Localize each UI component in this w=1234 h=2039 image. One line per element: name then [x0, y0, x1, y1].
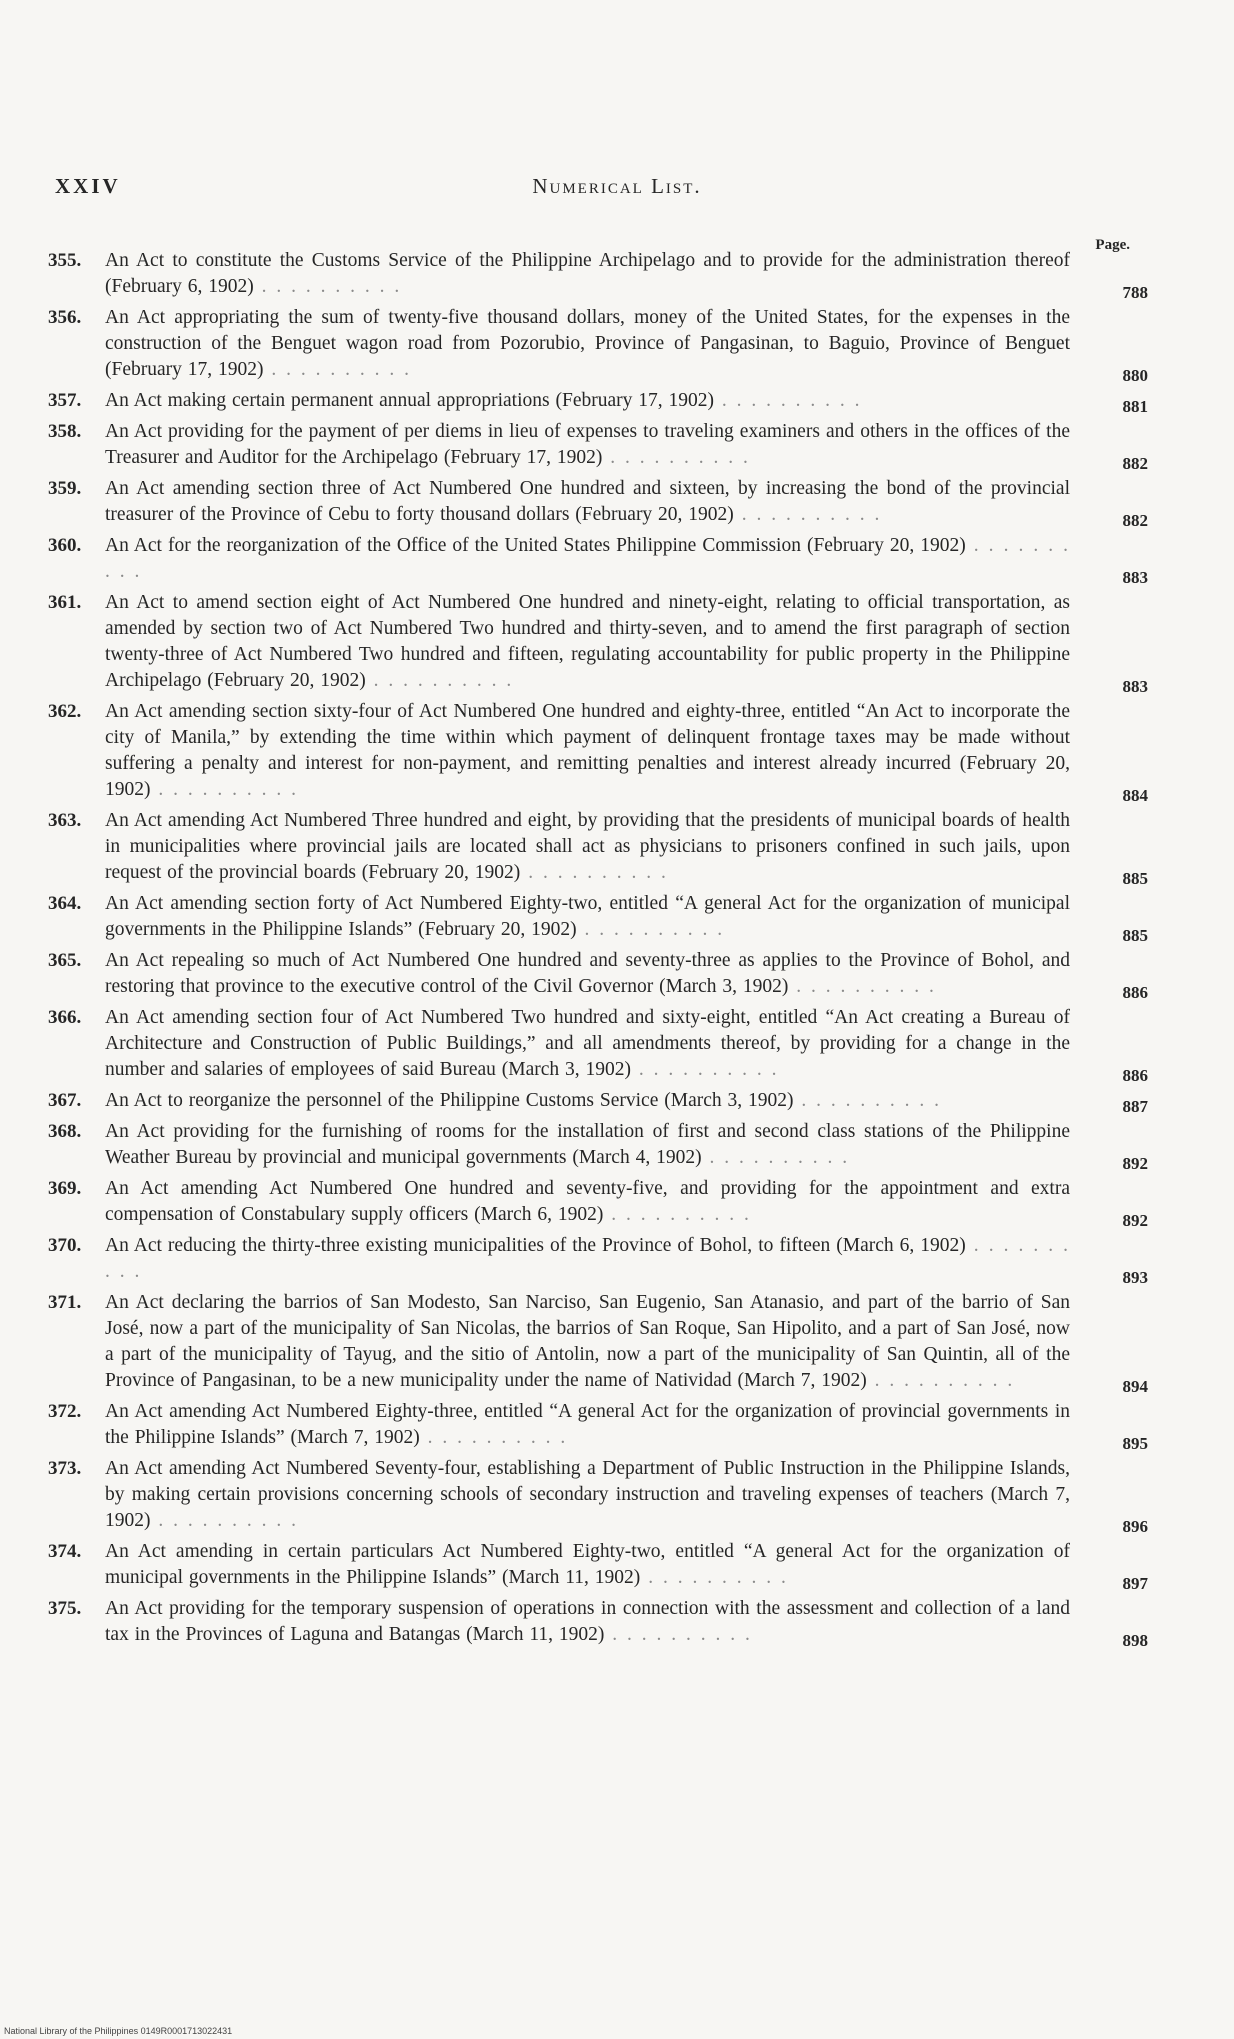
act-title-text: An Act repealing so much of Act Numbered One hundred and seventy-three as applies to the Province of Bohol, and restoring that province to the executive control of the Civil Governor (March 3, 1902) — [105, 950, 1070, 997]
act-number: 355. — [48, 250, 82, 271]
act-number: 375. — [48, 1598, 82, 1619]
act-title — [105, 1233, 1070, 1285]
dot-leader: . . . . . . . . . . — [603, 1204, 751, 1225]
act-page-number: 896 — [1122, 1517, 1148, 1536]
act-page-number: 882 — [1122, 454, 1148, 473]
act-title-text: An Act making certain permanent annual appropriations (February 17, 1902) — [105, 390, 714, 411]
act-number: 367. — [48, 1090, 82, 1111]
act-page-number: 887 — [1122, 1097, 1148, 1116]
act-title — [105, 305, 1070, 383]
scan-footer-note: National Library of the Philippines 0149R0001713022431 — [4, 2026, 233, 2036]
dot-leader: . . . . . . . . . . — [714, 390, 862, 411]
act-number: 356. — [48, 307, 82, 328]
act-page-number: 880 — [1122, 366, 1148, 385]
act-title — [105, 1176, 1070, 1228]
act-title — [105, 808, 1070, 886]
act-entry — [48, 1233, 1154, 1285]
act-number: 362. — [48, 701, 82, 722]
act-title-text: An Act reducing the thirty-three existing municipalities of the Province of Bohol, to fifteen (March 6, 1902) — [105, 1235, 966, 1256]
act-entry — [48, 1119, 1154, 1171]
act-page-number: 897 — [1122, 1574, 1148, 1593]
act-page-number: 895 — [1122, 1434, 1148, 1453]
act-number: 360. — [48, 535, 82, 556]
act-number: 374. — [48, 1541, 82, 1562]
act-entry — [48, 476, 1154, 528]
act-page-number: 885 — [1122, 869, 1148, 888]
act-title-text: An Act providing for the temporary suspension of operations in connection with the assessment and collection of a land tax in the Provinces of Laguna and Batangas (March 11, 1902) — [105, 1598, 1070, 1645]
act-title-text: An Act providing for the payment of per diems in lieu of expenses to traveling examiners and others in the offices of the Treasurer and Auditor for the Archipelago (February 17, 1902) — [105, 421, 1070, 468]
dot-leader: . . . . . . . . . . — [602, 447, 750, 468]
dot-leader: . . . . . . . . . . — [365, 670, 514, 691]
act-number: 372. — [48, 1401, 82, 1422]
act-title — [105, 891, 1070, 943]
act-title — [105, 533, 1070, 585]
act-number: 363. — [48, 810, 82, 831]
act-entry — [48, 1005, 1154, 1083]
act-title-text: An Act appropriating the sum of twenty-five thousand dollars, money of the United States, for the expenses in the construction of the Benguet wagon road from Pozorubio, Province of Pangasinan, to Baguio, Province of Benguet (February 17, 1902) — [105, 307, 1070, 380]
act-page-number: 881 — [1122, 397, 1148, 416]
page-column-label: Page. — [1095, 237, 1130, 253]
act-number: 371. — [48, 1292, 82, 1313]
dot-leader: . . . . . . . . . . — [150, 779, 298, 800]
act-number: 369. — [48, 1178, 82, 1199]
act-number: 364. — [48, 893, 82, 914]
act-page-number: 893 — [1122, 1268, 1148, 1287]
act-title-text: An Act for the reorganization of the Office of the United States Philippine Commission (February 20, 1902) — [105, 535, 966, 556]
act-page-number: 898 — [1122, 1631, 1148, 1650]
act-entry — [48, 1176, 1154, 1228]
act-title — [105, 419, 1070, 471]
dot-leader: . . . . . . . . . . — [520, 862, 668, 883]
act-entry — [48, 948, 1154, 1000]
dot-leader: . . . . . . . . . . — [788, 976, 936, 997]
act-title-text: An Act to constitute the Customs Service of the Philippine Archipelago and to provide for the administration thereof (February 6, 1902) — [105, 250, 1070, 297]
act-entry — [48, 699, 1154, 803]
act-number: 357. — [48, 390, 82, 411]
act-page-number: 883 — [1122, 568, 1148, 587]
dot-leader: . . . . . . . . . . — [105, 1235, 1070, 1282]
act-title-text: An Act amending Act Numbered One hundred and seventy-five, and providing for the appointment and extra compensation of Constabulary supply officers (March 6, 1902) — [105, 1178, 1070, 1225]
dot-leader: . . . . . . . . . . — [631, 1059, 779, 1080]
act-title — [105, 699, 1070, 803]
act-entry — [48, 248, 1154, 300]
act-title — [105, 948, 1070, 1000]
act-title — [105, 1290, 1070, 1394]
act-title-text: An Act amending section three of Act Numbered One hundred and sixteen, by increasing the bond of the provincial treasurer of the Province of Cebu to forty thousand dollars (February 20, 1902) — [105, 478, 1070, 525]
dot-leader: . . . . . . . . . . — [793, 1090, 941, 1111]
act-number: 365. — [48, 950, 82, 971]
act-title — [105, 1119, 1070, 1171]
dot-leader: . . . . . . . . . . — [253, 276, 402, 297]
act-number: 366. — [48, 1007, 82, 1028]
dot-leader: . . . . . . . . . . — [576, 919, 725, 940]
act-title-text: An Act providing for the furnishing of rooms for the installation of first and second class stations of the Philippine Weather Bureau by provincial and municipal governments (March 4, 1902) — [105, 1121, 1070, 1168]
act-title-text: An Act amending Act Numbered Three hundred and eight, by providing that the presidents of municipal boards of health in municipalities where provincial jails are located shall act as physicians to prisoners confined in such jails, upon request of the provincial boards (February 20, 1902) — [105, 810, 1070, 883]
act-title — [105, 590, 1070, 694]
act-title — [105, 1399, 1070, 1451]
act-entry — [48, 1399, 1154, 1451]
dot-leader: . . . . . . . . . . — [733, 504, 882, 525]
act-entry — [48, 808, 1154, 886]
act-number: 368. — [48, 1121, 82, 1142]
act-page-number: 894 — [1122, 1377, 1148, 1396]
act-title-text: An Act amending section four of Act Numbered Two hundred and sixty-eight, entitled “An Act creating a Bureau of Architecture and Construction of Public Buildings,” and all amendments thereof, by providing for a change in the number and salaries of employees of said Bureau (March 3, 1902) — [105, 1007, 1070, 1080]
act-entry — [48, 1596, 1154, 1648]
act-entry — [48, 1456, 1154, 1534]
act-entry — [48, 388, 1154, 414]
act-title-text: An Act amending Act Numbered Eighty-three, entitled “A general Act for the organization of provincial governments in the Philippine Islands” (March 7, 1902) — [105, 1401, 1070, 1448]
act-entry — [48, 891, 1154, 943]
act-title — [105, 476, 1070, 528]
act-entry — [48, 419, 1154, 471]
act-entry — [48, 1088, 1154, 1114]
act-number: 358. — [48, 421, 82, 442]
act-number: 359. — [48, 478, 82, 499]
dot-leader: . . . . . . . . . . — [640, 1567, 788, 1588]
act-title — [105, 1539, 1070, 1591]
dot-leader: . . . . . . . . . . — [105, 535, 1071, 582]
page-number-roman: XXIV — [55, 174, 121, 198]
act-title — [105, 248, 1070, 300]
act-title — [105, 1088, 1070, 1114]
act-entry — [48, 1539, 1154, 1591]
act-page-number: 882 — [1122, 511, 1148, 530]
act-entry — [48, 305, 1154, 383]
act-page-number: 883 — [1122, 677, 1148, 696]
dot-leader: . . . . . . . . . . — [150, 1510, 298, 1531]
act-title-text: An Act amending section forty of Act Numbered Eighty-two, entitled “A general Act for the organization of municipal governments in the Philippine Islands” (February 20, 1902) — [105, 893, 1070, 940]
act-list — [48, 248, 1154, 1653]
act-title-text: An Act amending in certain particulars Act Numbered Eighty-two, entitled “A general Act for the organization of municipal governments in the Philippine Islands” (March 11, 1902) — [105, 1541, 1070, 1588]
act-title — [105, 388, 1070, 414]
dot-leader: . . . . . . . . . . — [419, 1427, 568, 1448]
act-title — [105, 1456, 1070, 1534]
act-page-number: 886 — [1122, 983, 1148, 1002]
dot-leader: . . . . . . . . . . — [604, 1624, 752, 1645]
act-title-text: An Act declaring the barrios of San Modesto, San Narciso, San Eugenio, San Atanasio, and part of the barrio of San José, now a part of the municipality of San Nicolas, the barrios of San Roque, San Hipolito, and a part of San José, now a part of the municipality of Tayug, and the sitio of Antolin, now a part of the municipality of San Quintin, all of the Province of Pangasinan, to be a new municipality under the name of Natividad (March 7, 1902) — [105, 1292, 1070, 1391]
act-entry — [48, 533, 1154, 585]
act-title-text: An Act to amend section eight of Act Numbered One hundred and ninety-eight, relating to official transportation, as amended by section two of Act Numbered Two hundred and thirty-seven, and to amend the first paragraph of section twenty-three of Act Numbered Two hundred and fifteen, regulating accountability for public property in the Philippine Archipelago (February 20, 1902) — [105, 592, 1070, 691]
act-entry — [48, 1290, 1154, 1394]
act-title — [105, 1596, 1070, 1648]
act-page-number: 892 — [1122, 1154, 1148, 1173]
act-page-number: 892 — [1122, 1211, 1148, 1230]
act-page-number: 884 — [1122, 786, 1148, 805]
dot-leader: . . . . . . . . . . — [263, 359, 412, 380]
act-title — [105, 1005, 1070, 1083]
dot-leader: . . . . . . . . . . — [866, 1370, 1015, 1391]
act-number: 373. — [48, 1458, 82, 1479]
act-page-number: 885 — [1122, 926, 1148, 945]
act-page-number: 788 — [1122, 283, 1148, 302]
act-title-text: An Act amending section sixty-four of Act Numbered One hundred and eighty-three, entitled “An Act to incorporate the city of Manila,” by extending the time within which payment of delinquent frontage taxes may be made without suffering a penalty and interest for non-payment, and remitting penalties and interest already incurred (February 20, 1902) — [105, 701, 1070, 800]
act-page-number: 886 — [1122, 1066, 1148, 1085]
dot-leader: . . . . . . . . . . — [701, 1147, 850, 1168]
act-number: 361. — [48, 592, 82, 613]
act-title-text: An Act amending Act Numbered Seventy-four, establishing a Department of Public Instruction in the Philippine Islands, by making certain provisions concerning schools of secondary instruction and traveling expenses of teachers (March 7, 1902) — [105, 1458, 1070, 1531]
act-number: 370. — [48, 1235, 82, 1256]
page-title: Numerical List. — [532, 174, 702, 198]
act-entry — [48, 590, 1154, 694]
act-title-text: An Act to reorganize the personnel of the Philippine Customs Service (March 3, 1902) — [105, 1090, 794, 1111]
